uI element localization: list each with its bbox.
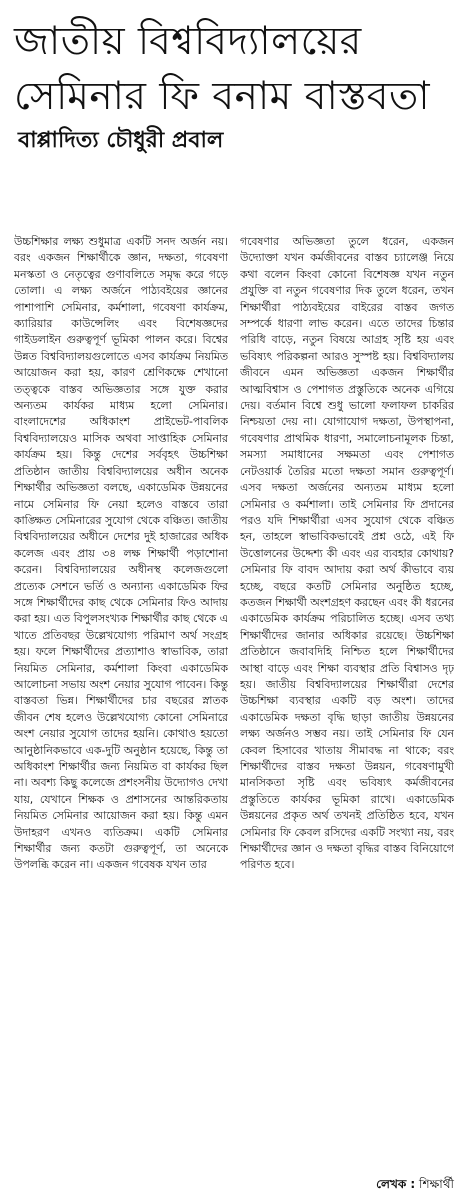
article-text-left: উচ্চশিক্ষার লক্ষ্য শুধুমাত্র একটি সনদ অর্জন নয়। বরং একজন শিক্ষার্থীকে জ্ঞান, দক্ষতা, গবেষণা মনস্কতা ও নেতৃত্বের গুণাবলিতে সমৃদ্ধ করে গড়ে তোলা। এ লক্ষ্য অর্জনে পাঠ্যবইয়ের জ্ঞানের পাশাপাশি সেমিনার, কর্মশালা, গবেষণা কার্যক্রম, ক্যারিয়ার কাউন্সেলিং এবং বিশেষজ্ঞদের গাইডলাইন গুরুত্বপূর্ণ ভূমিকা পালন করে। বিশ্বের উন্নত বিশ্ববিদ্যালয়গুলোতে এসব কার্যক্রম নিয়মিত আয়োজন করা হয়, কারণ শ্রেণিকক্ষে শেখানো তত্ত্বকে বাস্তব অভিজ্ঞতার সঙ্গে যুক্ত করার অন্যতম কার্যকর মাধ্যম হলো সেমিনার। বাংলাদেশের অধিকাংশ প্রাইভেট-পাবলিক বিশ্ববিদ্যালয়েও মাসিক অথবা সাপ্তাহিক সেমিনার কার্যক্রম হয়। কিন্তু দেশের সর্ববৃহৎ উচ্চশিক্ষা প্রতিষ্ঠান জাতীয় বিশ্ববিদ্যালয়ের অধীন অনেক শিক্ষার্থীর অভিজ্ঞতা বলছে, একাডেমিক উন্নয়নের নামে সেমিনার ফি নেয়া হলেও বাস্তবে তারা কাঙ্ক্ষিত সেমিনারের সুযোগ থেকে বঞ্চিত। জাতীয় বিশ্ববিদ্যালয়ের অধীনে দেশের দুই হাজারের অধিক কলেজ এবং প্রায় ৩৪ লক্ষ শিক্ষার্থী পড়াশোনা করেন। বিশ্ববিদ্যালয়ের অধীনস্থ কলেজগুলো প্রত্যেক সেশনে ভর্তি ও অন্যান্য একাডেমিক ফির সঙ্গে শিক্ষার্থীদের কাছ থেকে সেমিনার ফিও আদায় করা হয়। এত বিপুলসংখ্যক শিক্ষার্থীর কাছ থেকে এ খাতে প্রতিবছর উল্লেখযোগ্য পরিমাণ অর্থ সংগ্রহ হয়। ফলে শিক্ষার্থীদের প্রত্যাশাও স্বাভাবিক, তারা নিয়মিত সেমিনার, কর্মশালা কিংবা একাডেমিক আলোচনা সভায় অংশ নেয়ার সুযোগ পাবেন। কিন্তু বাস্তবতা ভিন্ন। শিক্ষার্থীদের চার বছরের স্নাতক জীবন শেষ হলেও উল্লেখযোগ্য কোনো সেমিনারে অংশ নেয়ার সুযোগ তাদের হয়নি। কোথাও হয়তো আনুষ্ঠানিকভাবে এক-দুটি অনুষ্ঠান হয়েছে, কিন্তু তা অধিকাংশ শিক্ষার্থীর জন্য নিয়মিত বা কার্যকর ছিল না। অবশ্য কিছু কলেজে প্রশংসনীয় উদ্যোগও দেখা যায়, যেখানে শিক্ষক ও প্রশাসনের আন্তরিকতায় নিয়মিত সেমিনার আয়োজন করা হয়। কিন্তু এমন উদাহরণ এখনও ব্যতিক্রম। একটি সেমিনার শিক্ষার্থীর জন্য কতটা গুরুত্বপূর্ণ, তা অনেকে উপলব্ধি করেন না। একজন গবেষক যখন তার [14,235,228,872]
article-column-right [240,234,454,1164]
article-headline: জাতীয় বিশ্ববিদ্যালয়ের সেমিনার ফি বনাম বাস্তবতা [14,19,431,119]
author-signature [376,1176,454,1192]
signature-label: লেখক : [376,1177,416,1191]
signature-value: শিক্ষার্থী [419,1177,454,1191]
article-body [14,234,454,1164]
article-byline: বাপ্পাদিত্য চৌধুরী প্রবাল [18,128,224,153]
article-column-left [14,234,228,1164]
article-text-right: গবেষণার অভিজ্ঞতা তুলে ধরেন, একজন উদ্যোক্তা যখন কর্মজীবনের বাস্তব চ্যালেঞ্জ নিয়ে কথা বলেন কিংবা কোনো বিশেষজ্ঞ যখন নতুন প্রযুক্তি বা নতুন গবেষণার দিক তুলে ধরেন, তখন শিক্ষার্থীরা পাঠ্যবইয়ের বাইরের বাস্তব জগত সম্পর্কে ধারণা লাভ করেন। এতে তাদের চিন্তার পরিধি বাড়ে, নতুন বিষয়ে আগ্রহ সৃষ্টি হয় এবং ভবিষ্যৎ পরিকল্পনা আরও সুস্পষ্ট হয়। বিশ্ববিদ্যালয় জীবনে এমন অভিজ্ঞতা একজন শিক্ষার্থীর আত্মবিশ্বাস ও পেশাগত প্রস্তুতিকে অনেক এগিয়ে দেয়। বর্তমান বিশ্বে শুধু ভালো ফলাফল চাকরির নিশ্চয়তা দেয় না। যোগাযোগ দক্ষতা, উপস্থাপনা, গবেষণার প্রাথমিক ধারণা, সমালোচনামূলক চিন্তা, সমস্যা সমাধানের সক্ষমতা এবং পেশাগত নেটওয়ার্ক তৈরির মতো দক্ষতা সমান গুরুত্বপূর্ণ। এসব দক্ষতা অর্জনের অন্যতম মাধ্যম হলো সেমিনার ও কর্মশালা। তাই সেমিনার ফি প্রদানের পরও যদি শিক্ষার্থীরা এসব সুযোগ থেকে বঞ্চিত হন, তাহলে স্বাভাবিকভাবেই প্রশ্ন ওঠে, এই ফি উত্তোলনের উদ্দেশ্য কী এবং এর ব্যবহার কোথায়? সেমিনার ফি বাবদ আদায় করা অর্থ কীভাবে ব্যয় হচ্ছে, বছরে কতটি সেমিনার অনুষ্ঠিত হচ্ছে, কতজন শিক্ষার্থী অংশগ্রহণ করছেন এবং কী ধরনের একাডেমিক কার্যক্রম পরিচালিত হচ্ছে। এসব তথ্য শিক্ষার্থীদের জানার অধিকার রয়েছে। উচ্চশিক্ষা প্রতিষ্ঠানে জবাবদিহি নিশ্চিত হলে শিক্ষার্থীদের আস্থা বাড়ে এবং শিক্ষা ব্যবস্থার প্রতি বিশ্বাসও দৃঢ় হয়। জাতীয় বিশ্ববিদ্যালয়ের শিক্ষার্থীরা দেশের উচ্চশিক্ষা ব্যবস্থার একটি বড় অংশ। তাদের একাডেমিক দক্ষতা বৃদ্ধি ছাড়া জাতীয় উন্নয়নের লক্ষ্য অর্জনও সম্ভব নয়। তাই সেমিনার ফি যেন কেবল হিসাবের খাতায় সীমাবদ্ধ না থাকে; বরং শিক্ষার্থীদের বাস্তব দক্ষতা উন্নয়ন, গবেষণামুখী মানসিকতা সৃষ্টি এবং ভবিষ্যৎ কর্মজীবনের প্রস্তুতিতে কার্যকর ভূমিকা রাখে। একাডেমিক উন্নয়নের প্রকৃত অর্থ তখনই প্রতিষ্ঠিত হবে, যখন সেমিনার ফি কেবল রসিদের একটি সংখ্যা নয়, বরং শিক্ষার্থীদের জ্ঞান ও দক্ষতা বৃদ্ধির বাস্তব বিনিয়োগে পরিণত হবে। [240,235,454,872]
